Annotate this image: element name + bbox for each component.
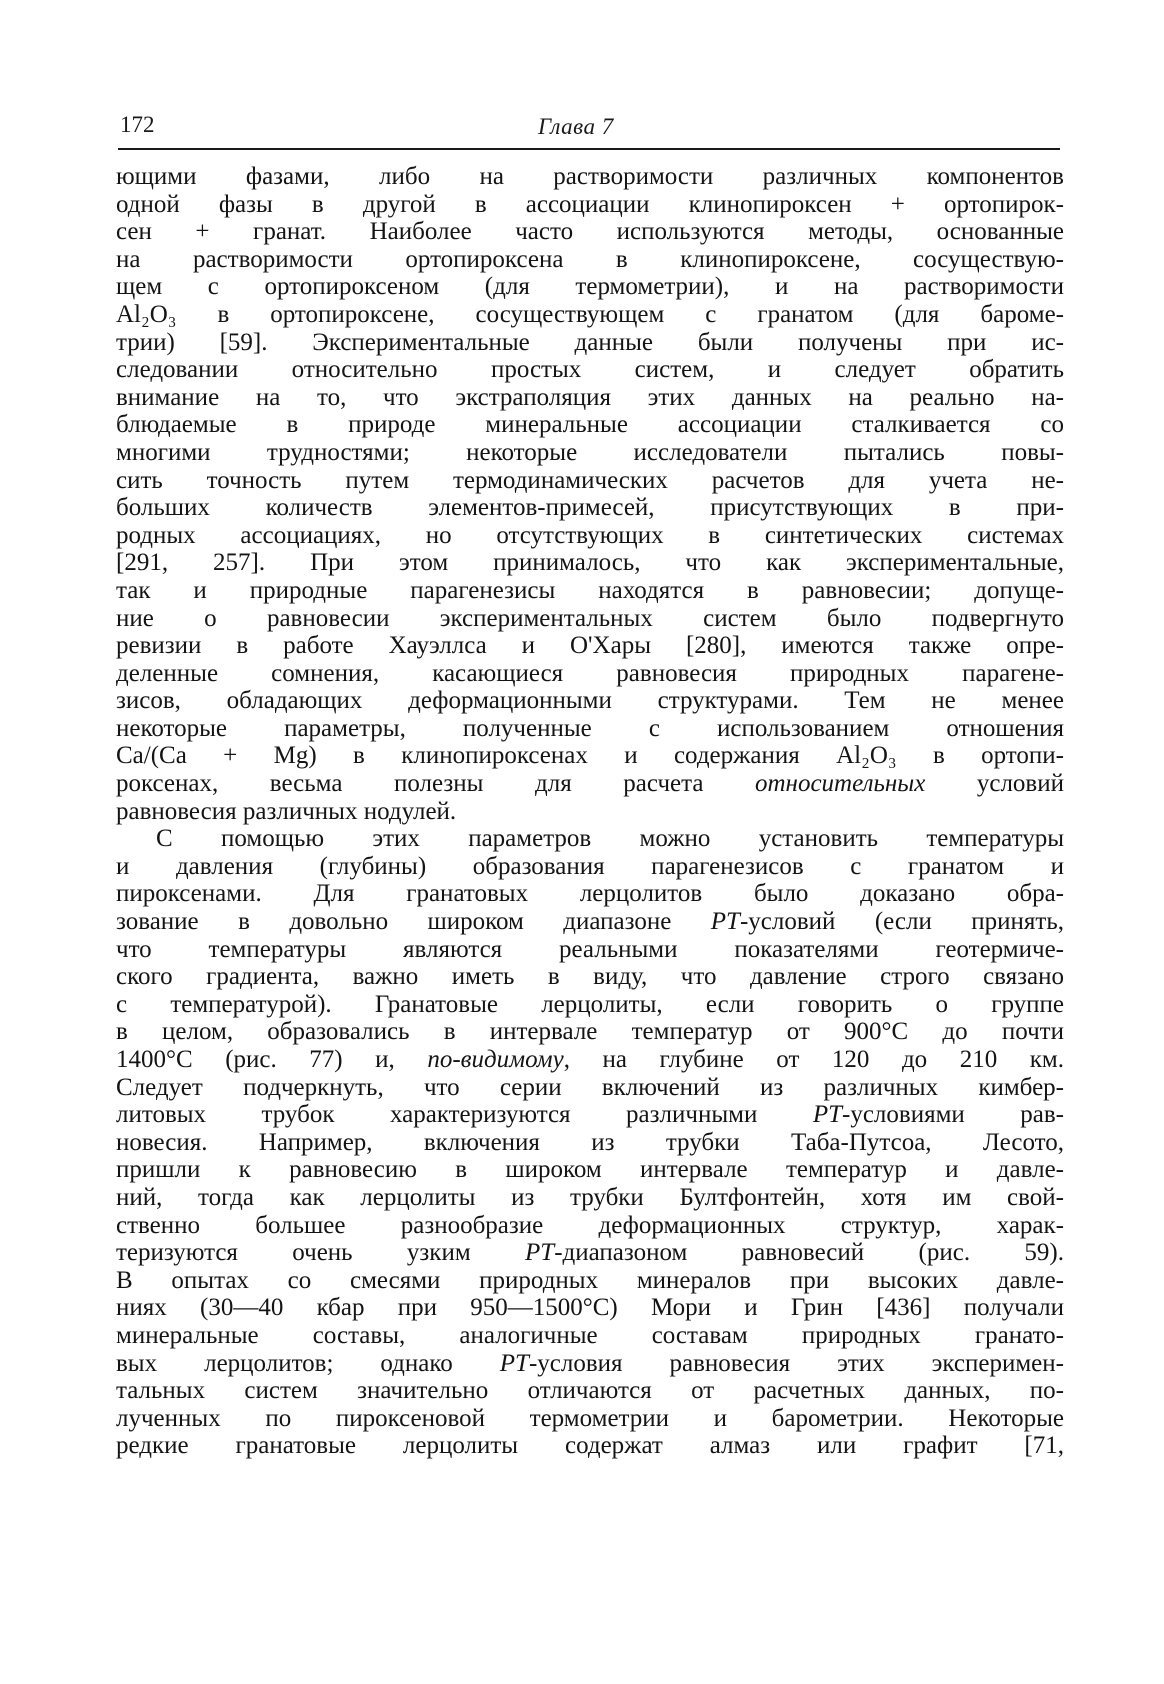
text-line	[116, 1322, 1064, 1350]
running-head: Глава 7	[538, 114, 614, 139]
text-line	[116, 715, 1064, 743]
italic-text: PT	[812, 1101, 842, 1129]
text-line	[116, 273, 1064, 301]
text-line	[116, 660, 1064, 688]
text-line	[116, 1156, 1064, 1184]
text-segment: зование в довольно широком диапазоне	[116, 908, 711, 936]
text-segment: одной фазы в другой в ассоциации клинопироксен + ортопирок-	[116, 190, 1064, 218]
text-segment: больших количеств элементов-примесей, присутствующих в при-	[116, 494, 1064, 522]
text-segment: -диапазоном равновесий (рис. 59).	[554, 1239, 1064, 1267]
text-segment: -условиями рав-	[842, 1101, 1064, 1129]
text-segment: сен + гранат. Наиболее часто используются методы, основанные	[116, 218, 1064, 246]
text-segment: теризуются очень узким	[116, 1239, 525, 1267]
text-segment: [291, 257]. При этом принималось, что как экспериментальные,	[116, 549, 1064, 577]
text-segment: что температуры являются реальными показателями геотермиче-	[116, 935, 1064, 963]
text-line	[116, 936, 1064, 964]
text-segment: так и природные парагенезисы находятся в равновесии; допуще-	[116, 576, 1064, 604]
text-segment: пришли к равновесию в широком интервале температур и давле-	[116, 1156, 1064, 1184]
text-line	[116, 742, 1064, 770]
text-segment: -условий (если принять,	[739, 908, 1064, 936]
text-line	[116, 1018, 1064, 1046]
italic-text: PT	[499, 1349, 529, 1377]
text-segment: равновесия различных нодулей.	[116, 797, 457, 825]
text-line	[116, 605, 1064, 633]
text-segment: , на глубине от 120 до 210 км.	[563, 1046, 1064, 1073]
italic-text: PT	[710, 908, 740, 936]
text-segment: вых лерцолитов; однако	[116, 1349, 500, 1377]
page-header	[118, 112, 1058, 142]
text-segment: ющими фазами, либо на растворимости различных компонентов	[116, 163, 1064, 190]
text-segment: ственно большее разнообразие деформационных структур, харак-	[116, 1211, 1064, 1239]
text-segment: ского градиента, важно иметь в виду, что давление строго связано	[116, 963, 1064, 991]
text-segment: условий	[925, 770, 1064, 798]
text-segment: с температурой). Гранатовые лерцолиты, если говорить о группе	[116, 990, 1064, 1018]
text-line	[116, 908, 1064, 936]
page-number: 172	[120, 112, 155, 137]
text-segment: ниях (30—40 кбар при 950—1500°C) Мори и Грин [436] получали	[116, 1294, 1064, 1322]
text-segment: тальных систем значительно отличаются от расчетных данных, по-	[116, 1377, 1064, 1405]
text-segment: ревизии в работе Хауэллса и О'Хары [280], имеются также опре-	[116, 632, 1064, 660]
text-segment: трии) [59]. Экспериментальные данные были получены при ис-	[116, 328, 1064, 356]
text-segment: 1400°C (рис. 77) и,	[116, 1046, 428, 1073]
text-segment: сить точность путем термодинамических расчетов для учета не-	[116, 466, 1064, 494]
text-segment: многими трудностями; некоторые исследователи пытались повы-	[116, 438, 1064, 466]
paragraph	[116, 163, 1064, 825]
text-segment: блюдаемые в природе минеральные ассоциации сталкивается со	[116, 411, 1064, 439]
text-segment: внимание на то, что экстраполяция этих данных на реально на-	[116, 383, 1064, 411]
text-line	[116, 1267, 1064, 1295]
text-line	[116, 1074, 1064, 1102]
text-segment: роксенах, весьма полезны для расчета	[116, 770, 755, 798]
text-line	[116, 549, 1064, 577]
text-line	[116, 356, 1064, 384]
text-segment: щем с ортопироксеном (для термометрии), и на растворимости	[116, 273, 1064, 301]
text-line	[116, 191, 1064, 219]
text-line	[116, 1350, 1064, 1378]
text-segment: в целом, образовались в интервале температур от 900°C до почти	[116, 1018, 1064, 1046]
text-line	[116, 991, 1064, 1019]
text-segment: литовых трубок характеризуются различными	[116, 1101, 813, 1129]
text-line	[116, 963, 1064, 991]
text-line	[116, 1377, 1064, 1405]
text-line	[116, 632, 1064, 660]
text-line	[116, 1294, 1064, 1322]
text-line	[116, 467, 1064, 495]
text-line	[116, 798, 1064, 826]
text-segment: В опытах со смесями природных минералов при высоких давле-	[116, 1266, 1064, 1294]
text-line	[116, 1239, 1064, 1267]
text-line	[116, 329, 1064, 357]
text-line	[116, 1212, 1064, 1240]
text-line	[116, 246, 1064, 274]
italic-text: относительных	[755, 770, 926, 798]
text-segment: Al₂O₃ в ортопироксене, сосуществующем с гранатом (для бароме-	[116, 300, 1064, 328]
text-segment: ний, тогда как лерцолиты из трубки Бултфонтейн, хотя им свой-	[116, 1183, 1064, 1211]
text-segment: лученных по пироксеновой термометрии и барометрии. Некоторые	[116, 1404, 1064, 1432]
text-line	[116, 770, 1064, 798]
text-segment: ние о равновесии экспериментальных систем было подвергнуто	[116, 604, 1064, 632]
text-segment: новесия. Например, включения из трубки Таба-Путсоа, Лесото,	[116, 1128, 1064, 1156]
text-line	[116, 1101, 1064, 1129]
text-line	[116, 1184, 1064, 1212]
text-segment: Следует подчеркнуть, что серии включений из различных кимбер-	[116, 1073, 1064, 1101]
text-line	[116, 439, 1064, 467]
text-segment: С помощью этих параметров можно установить температуры	[156, 825, 1064, 853]
text-line	[116, 1046, 1064, 1074]
text-line	[116, 163, 1064, 191]
text-segment: Ca/(Ca + Mg) в клинопироксенах и содержания Al₂O₃ в ортопи-	[116, 742, 1064, 770]
text-line	[116, 1129, 1064, 1157]
text-segment: пироксенами. Для гранатовых лерцолитов было доказано обра-	[116, 880, 1064, 908]
text-line	[116, 1405, 1064, 1433]
text-line	[116, 494, 1064, 522]
text-segment: деленные сомнения, касающиеся равновесия природных парагене-	[116, 659, 1064, 687]
paragraph	[116, 825, 1064, 1460]
text-line	[116, 577, 1064, 605]
text-segment: зисов, обладающих деформационными структурами. Тем не менее	[116, 687, 1064, 715]
text-line	[116, 218, 1064, 246]
text-line	[116, 825, 1064, 853]
header-rule	[118, 148, 1060, 150]
text-line	[116, 522, 1064, 550]
text-segment: минеральные составы, аналогичные составам природных гранато-	[116, 1321, 1064, 1349]
text-line	[116, 411, 1064, 439]
text-segment: редкие гранатовые лерцолиты содержат алмаз или графит [71,	[116, 1432, 1064, 1460]
text-line	[116, 880, 1064, 908]
text-line	[116, 301, 1064, 329]
text-line	[116, 853, 1064, 881]
text-line	[116, 384, 1064, 412]
body-text	[116, 163, 1064, 1460]
text-segment: родных ассоциациях, но отсутствующих в синтетических системах	[116, 521, 1064, 549]
text-line	[116, 687, 1064, 715]
text-line	[116, 1432, 1064, 1460]
text-segment: и давления (глубины) образования парагенезисов с гранатом и	[116, 852, 1064, 880]
text-segment: некоторые параметры, полученные с использованием отношения	[116, 714, 1064, 742]
text-segment: следовании относительно простых систем, и следует обратить	[116, 356, 1064, 384]
text-segment: на растворимости ортопироксена в клинопироксене, сосуществую-	[116, 245, 1064, 273]
text-segment: -условия равновесия этих эксперимен-	[528, 1349, 1064, 1377]
italic-text: по-видимому	[427, 1046, 564, 1073]
italic-text: PT	[525, 1239, 555, 1267]
